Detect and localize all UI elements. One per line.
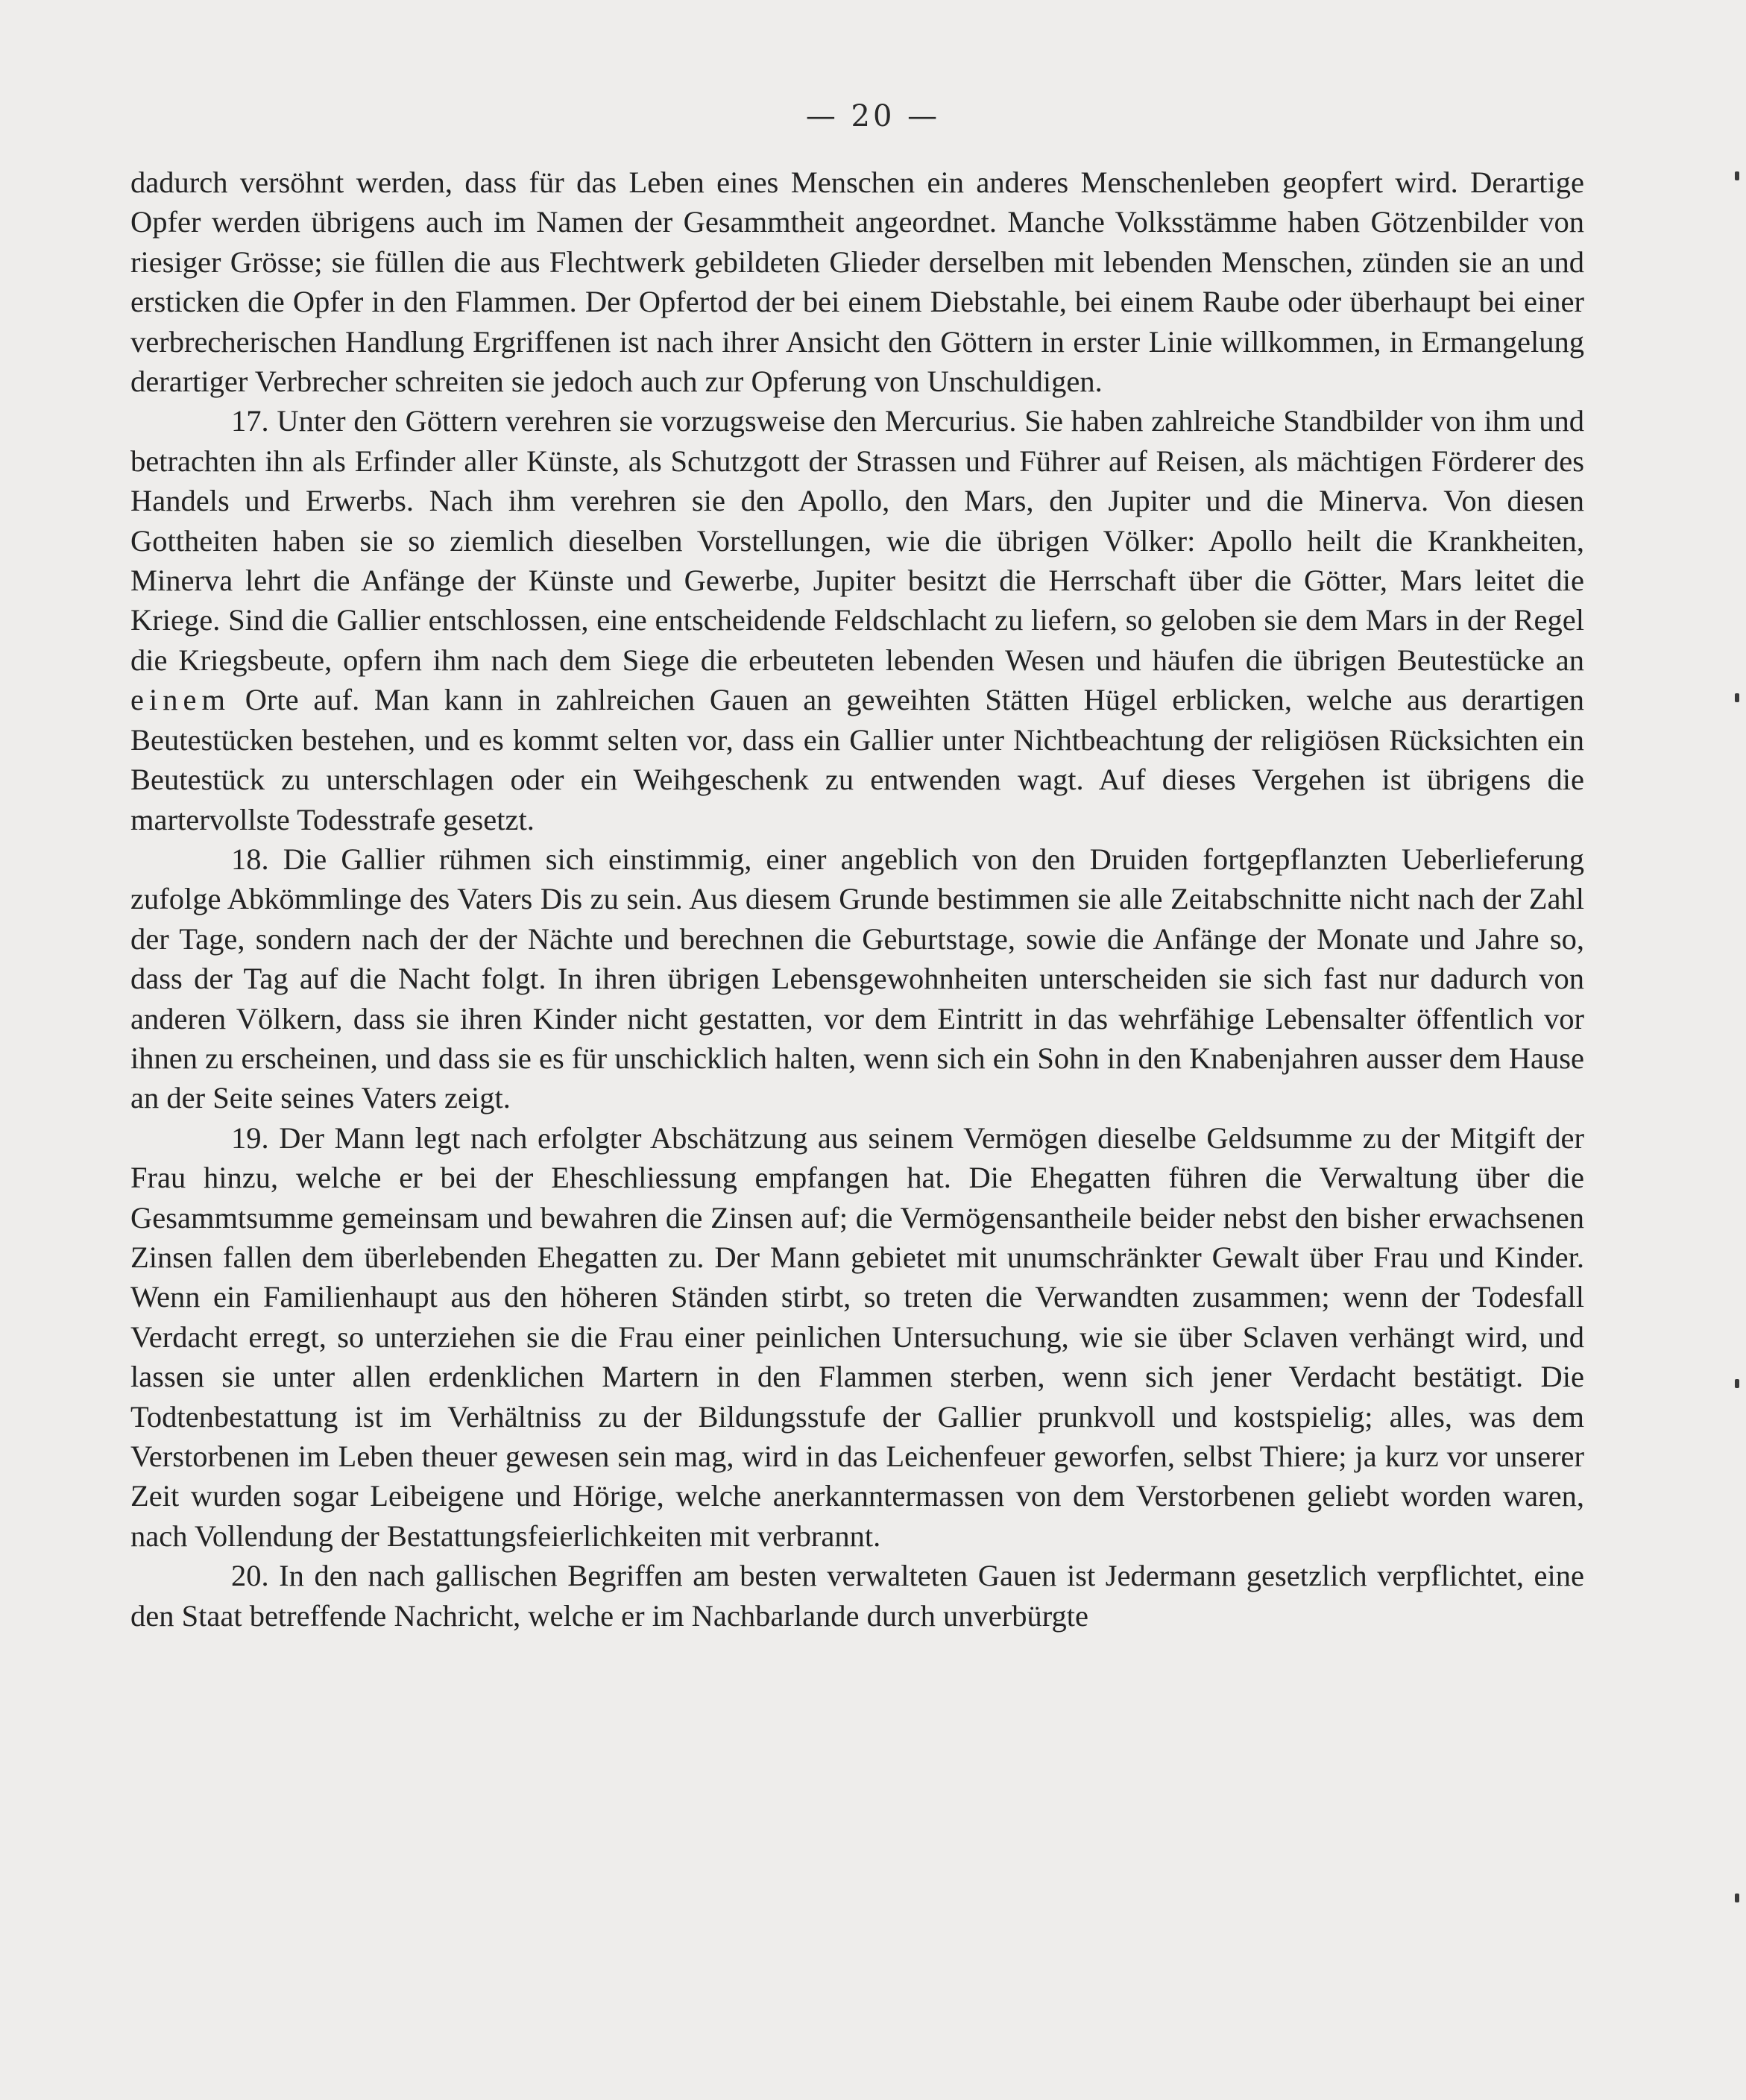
paragraph-17 — [130, 401, 1584, 839]
paragraph-17-emphasis: einem — [130, 683, 230, 717]
margin-mark — [1735, 1894, 1739, 1902]
paragraph-16-continued: dadurch versöhnt werden, dass für das Leben eines Menschen ein anderes Menschenleben geopfert wird. Derartige Opfer werden übrigens auch im Namen der Gesammtheit angeordnet. Manche Volksstämme haben Götzenbilder von riesiger Grösse; sie füllen die aus Flechtwerk gebildeten Glieder derselben mit lebenden Menschen, zünden sie an und ersticken die Opfer in den Flammen. Der Opfertod der bei einem Diebstahle, bei einem Raube oder überhaupt bei einer verbrecherischen Handlung Ergriffenen ist nach ihrer Ansicht den Göttern in erster Linie willkommen, in Ermangelung derartiger Verbrecher schreiten sie jedoch auch zur Opferung von Unschuldigen. — [130, 165, 1584, 399]
paragraph-18: 18. Die Gallier rühmen sich einstimmig, einer angeblich von den Druiden fortgepflanzten Ueberlieferung zufolge Abkömmlinge des Vaters Dis zu sein. Aus diesem Grunde bestimmen sie alle Zeitabschnitte nicht nach der Zahl der Tage, sondern nach der der Nächte und berechnen die Geburtstage, sowie die Anfänge der Monate und Jahre so, dass der Tag auf die Nacht folgt. In ihren übrigen Lebensgewohnheiten unterscheiden sie sich fast nur dadurch von anderen Völkern, dass sie ihren Kinder nicht gestatten, vor dem Eintritt in das wehrfähige Lebensalter öffentlich vor ihnen zu erscheinen, und dass sie es für unschicklich halten, wenn sich ein Sohn in den Knabenjahren ausser dem Hause an der Seite seines Vaters zeigt. — [130, 842, 1584, 1115]
margin-mark — [1735, 1379, 1739, 1388]
margin-mark — [1735, 693, 1739, 702]
paragraph-17-text-before: 17. Unter den Göttern verehren sie vorzugsweise den Mercurius. Sie haben zahlreiche Standbilder von ihm und betrachten ihn als Erfinder aller Künste, als Schutzgott der Strassen und Führer auf Reisen, als mächtigen Förderer des Handels und Erwerbs. Nach ihm verehren sie den Apollo, den Mars, den Jupiter und die Minerva. Von diesen Gottheiten haben sie so ziemlich dieselben Vorstellungen, wie die übrigen Völker: Apollo heilt die Krankheiten, Minerva lehrt die Anfänge der Künste und Gewerbe, Jupiter besitzt die Herrschaft über die Götter, Mars leitet die Kriege. Sind die Gallier entschlossen, eine entscheidende Feldschlacht zu liefern, so geloben sie dem Mars in der Regel die Kriegsbeute, opfern ihm nach dem Siege die erbeuteten lebenden Wesen und häufen die übrigen Beutestücke an — [130, 404, 1584, 677]
body-text — [130, 163, 1584, 1636]
paragraph-17-text-after: Orte auf. Man kann in zahlreichen Gauen an geweihten Stätten Hügel erblicken, welche aus derartigen Beutestücken bestehen, und es kommt selten vor, dass ein Gallier unter Nichtbeachtung der religiösen Rücksichten ein Beutestück zu unterschlagen oder ein Weihgeschenk zu entwenden wagt. Auf dieses Vergehen ist übrigens die martervollste Todesstrafe gesetzt. — [130, 683, 1585, 836]
margin-mark — [1735, 171, 1739, 180]
paragraph-19: 19. Der Mann legt nach erfolgter Abschätzung aus seinem Vermögen dieselbe Geldsumme zu der Mitgift der Frau hinzu, welche er bei der Eheschliessung empfangen hat. Die Ehegatten führen die Verwaltung über die Gesammtsumme gemeinsam und bewahren die Zinsen auf; die Vermögensantheile beider nebst den bisher erwachsenen Zinsen fallen dem überlebenden Ehegatten zu. Der Mann gebietet mit unumschränkter Gewalt über Frau und Kinder. Wenn ein Familienhaupt aus den höheren Ständen stirbt, so treten die Verwandten zusammen; wenn der Todesfall Verdacht erregt, so unterziehen sie die Frau einer peinlichen Untersuchung, wie sie über Sclaven verhängt wird, und lassen sie unter allen erdenklichen Martern in den Flammen sterben, wenn sich jener Verdacht bestätigt. Die Todtenbestattung ist im Verhältniss zu der Bildungsstufe der Gallier prunkvoll und kostspielig; alles, was dem Verstorbenen im Leben theuer gewesen sein mag, wird in das Leichenfeuer geworfen, selbst Thiere; ja kurz vor unserer Zeit wurden sogar Leibeigene und Hörige, welche anerkanntermassen von dem Verstorbenen geliebt worden waren, nach Vollendung der Bestattungsfeierlichkeiten mit verbrannt. — [130, 1120, 1584, 1553]
paragraph-20: 20. In den nach gallischen Begriffen am besten verwalteten Gauen ist Jedermann gesetzlich verpflichtet, eine den Staat betreffende Nachricht, welche er im Nachbarlande durch unverbürgte — [130, 1559, 1584, 1633]
page-number: — 20 — — [805, 99, 941, 133]
